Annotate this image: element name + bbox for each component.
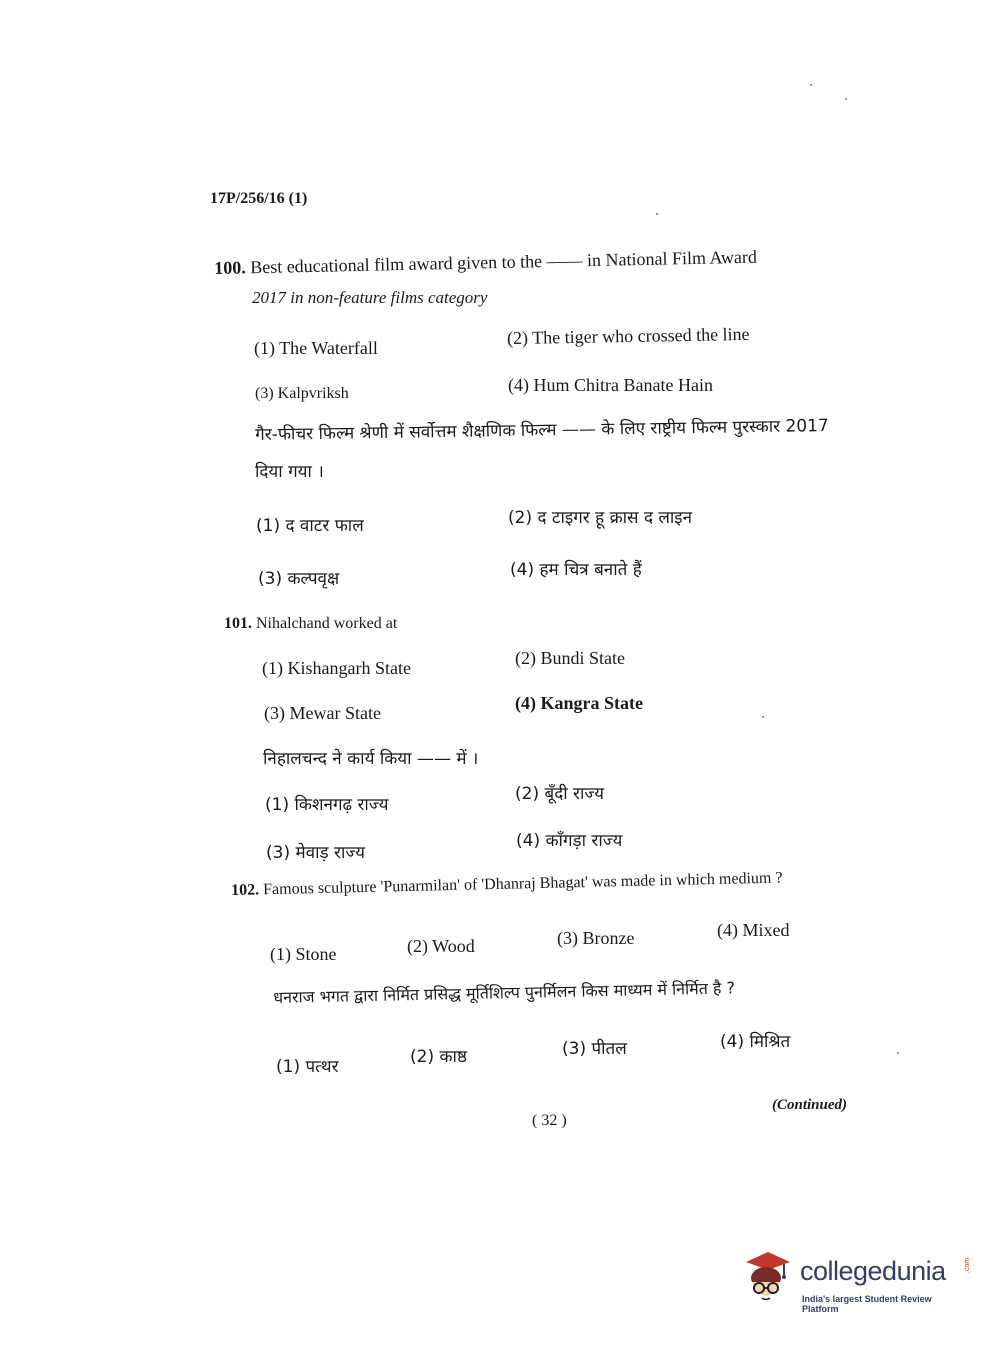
- option-4: (4) Kangra State: [515, 693, 643, 713]
- option-4: (4) Hum Chitra Banate Hain: [508, 375, 713, 395]
- hindi-option-1: (1) किशनगढ़ राज्य: [265, 795, 389, 815]
- hindi-question-line: दिया गया ।: [255, 462, 324, 482]
- question-text: [214, 247, 757, 279]
- brand-tagline: India's largest Student Review Platform: [802, 1294, 932, 1314]
- hindi-option-2: (2) बूँदी राज्य: [515, 784, 604, 804]
- speck: [656, 213, 658, 215]
- question-number: 102.: [231, 881, 260, 899]
- page-number: ( 32 ): [532, 1112, 567, 1129]
- continued-label: (Continued): [772, 1097, 848, 1113]
- hindi-option-3: (3) पीतल: [562, 1039, 627, 1059]
- brand-name: collegedunia: [800, 1256, 946, 1286]
- option-1: (1) Kishangarh State: [262, 658, 411, 678]
- option-2: (2) Wood: [407, 936, 475, 956]
- question-text: [224, 615, 397, 633]
- hindi-option-3: (3) मेवाड़ राज्य: [266, 843, 365, 863]
- hindi-option-2: (2) काष्ठ: [410, 1047, 467, 1067]
- question-line: Best educational film award given to the —— in National Film Award: [249, 246, 758, 278]
- hindi-question-line: धनराज भगत द्वारा निर्मित प्रसिद्ध मूर्तिशिल्प पुनर्मिलन किस माध्यम में निर्मित है ?: [273, 978, 736, 1007]
- option-2: (2) The tiger who crossed the line: [506, 323, 750, 349]
- option-1: (1) The Waterfall: [254, 338, 378, 358]
- speck: [762, 716, 764, 718]
- question-number: 101.: [224, 615, 252, 632]
- option-2: (2) Bundi State: [515, 648, 625, 668]
- hindi-question-line: गैर-फीचर फिल्म श्रेणी में सर्वोत्तम शैक्षणिक फिल्म —— के लिए राष्ट्रीय फिल्म पुरस्कार 2017: [255, 415, 829, 445]
- speck: [810, 84, 812, 86]
- hindi-option-4: (4) मिश्रित: [720, 1032, 791, 1052]
- question-line: Nihalchand worked at: [256, 615, 398, 632]
- collegedunia-logo: [740, 1248, 970, 1314]
- hindi-option-4: (4) काँगड़ा राज्य: [516, 831, 623, 851]
- question-line: 2017 in non-feature films category: [252, 288, 488, 307]
- mascot-icon: [740, 1248, 796, 1314]
- option-3: (3) Kalpvriksh: [255, 385, 349, 402]
- option-3: (3) Mewar State: [264, 703, 381, 723]
- hindi-question-line: निहालचन्द ने कार्य किया —— में ।: [263, 749, 479, 769]
- question-line: Famous sculpture 'Punarmilan' of 'Dhanraj Bhagat' was made in which medium ?: [262, 869, 783, 899]
- hindi-option-4: (4) हम चित्र बनाते हैं: [510, 560, 642, 580]
- option-4: (4) Mixed: [717, 920, 790, 940]
- option-3: (3) Bronze: [557, 928, 635, 948]
- option-1: (1) Stone: [270, 944, 337, 964]
- paper-code: 17P/256/16 (1): [210, 190, 308, 207]
- hindi-option-3: (3) कल्पवृक्ष: [258, 569, 340, 589]
- hindi-option-1: (1) द वाटर फाल: [256, 516, 364, 536]
- speck: [897, 1052, 899, 1054]
- hindi-option-2: (2) द टाइगर हू क्रास द लाइन: [508, 508, 693, 528]
- hindi-option-1: (1) पत्थर: [276, 1057, 339, 1077]
- speck: [845, 98, 847, 100]
- question-text: [231, 869, 783, 900]
- brand-suffix: .com: [964, 1257, 972, 1274]
- question-number: 100.: [214, 257, 246, 278]
